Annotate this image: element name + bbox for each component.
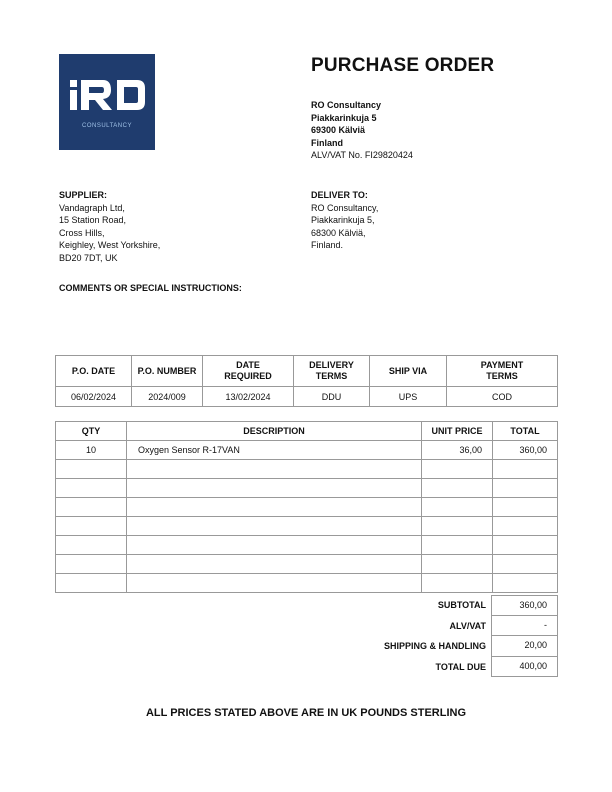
po-details-table: [55, 355, 558, 407]
deliver-line: RO Consultancy,: [311, 202, 379, 213]
empty-row: [56, 498, 558, 517]
item-qty: 10: [56, 441, 127, 460]
po-header-row: [56, 356, 558, 387]
subtotal-value: 360,00: [491, 595, 558, 616]
company-city: 69300 Kälviä: [311, 125, 366, 136]
deliver-line: Finland.: [311, 240, 344, 251]
deliver-block: [311, 189, 378, 252]
deliver-line: 68300 Kälviä,: [311, 227, 366, 238]
supplier-line: BD20 7DT, UK: [59, 252, 118, 263]
company-vat: ALV/VAT No. FI29820424: [311, 150, 413, 161]
date-required-header: DATE REQUIRED: [203, 356, 294, 387]
total-header: TOTAL: [493, 422, 558, 441]
supplier-line: Vandagraph Ltd,: [59, 202, 125, 213]
supplier-line: 15 Station Road,: [59, 215, 127, 226]
subtotal-row: [300, 595, 558, 616]
document-title: PURCHASE ORDER: [311, 55, 495, 76]
po-number-header: P.O. NUMBER: [132, 356, 203, 387]
total-due-row: [300, 657, 558, 678]
total-due-label: TOTAL DUE: [435, 661, 486, 672]
empty-row: [56, 574, 558, 593]
supplier-heading: SUPPLIER:: [59, 190, 108, 200]
empty-row: [56, 536, 558, 555]
company-country: Finland: [311, 137, 343, 148]
shipping-label: SHIPPING & HANDLING: [383, 641, 486, 651]
company-street: Piakkarinkuja 5: [311, 112, 377, 123]
empty-row: [56, 555, 558, 574]
company-logo: [59, 54, 155, 150]
po-date-header: P.O. DATE: [56, 356, 132, 387]
deliver-heading: DELIVER TO:: [311, 190, 368, 200]
vat-value: -: [491, 616, 558, 637]
total-due-value: 400,00: [491, 657, 558, 678]
empty-row: [56, 479, 558, 498]
item-total: 360,00: [493, 441, 558, 460]
subtotal-label: SUBTOTAL: [437, 600, 486, 610]
vat-label: ALV/VAT: [449, 620, 486, 631]
logo-subtitle: CONSULTANCY: [82, 123, 132, 129]
po-number-value: 2024/009: [132, 387, 203, 407]
item-unit-price: 36,00: [422, 441, 493, 460]
supplier-line: Cross Hills,: [59, 227, 105, 238]
currency-note: ALL PRICES STATED ABOVE ARE IN UK POUNDS STERLING: [145, 707, 467, 719]
delivery-terms-value: DDU: [294, 387, 370, 407]
line-items-table: [55, 421, 558, 593]
date-required-value: 13/02/2024: [203, 387, 294, 407]
qty-header: QTY: [56, 422, 127, 441]
payment-terms-header: PAYMENT TERMS: [447, 356, 558, 387]
supplier-block: [59, 189, 160, 265]
payment-terms-value: COD: [447, 387, 558, 407]
shipping-value: 20,00: [491, 636, 558, 657]
item-description: Oxygen Sensor R-17VAN: [127, 441, 422, 460]
deliver-line: Piakkarinkuja 5,: [311, 215, 375, 226]
empty-row: [56, 460, 558, 479]
items-header-row: [56, 422, 558, 441]
logo-mark-icon: [59, 54, 155, 150]
ship-via-header: SHIP VIA: [370, 356, 447, 387]
description-header: DESCRIPTION: [127, 422, 422, 441]
po-values-row: [56, 387, 558, 407]
totals-summary: [300, 595, 558, 677]
comments-label: COMMENTS OR SPECIAL INSTRUCTIONS:: [59, 283, 242, 293]
company-name: RO Consultancy: [311, 100, 382, 110]
table-row: [56, 441, 558, 460]
po-date-value: 06/02/2024: [56, 387, 132, 407]
unit-price-header: UNIT PRICE: [422, 422, 493, 441]
empty-row: [56, 517, 558, 536]
supplier-line: Keighley, West Yorkshire,: [59, 240, 161, 251]
vat-row: [300, 616, 558, 637]
delivery-terms-header: DELIVERY TERMS: [294, 356, 370, 387]
ship-via-value: UPS: [370, 387, 447, 407]
company-address: [311, 99, 413, 162]
shipping-row: [300, 636, 558, 657]
